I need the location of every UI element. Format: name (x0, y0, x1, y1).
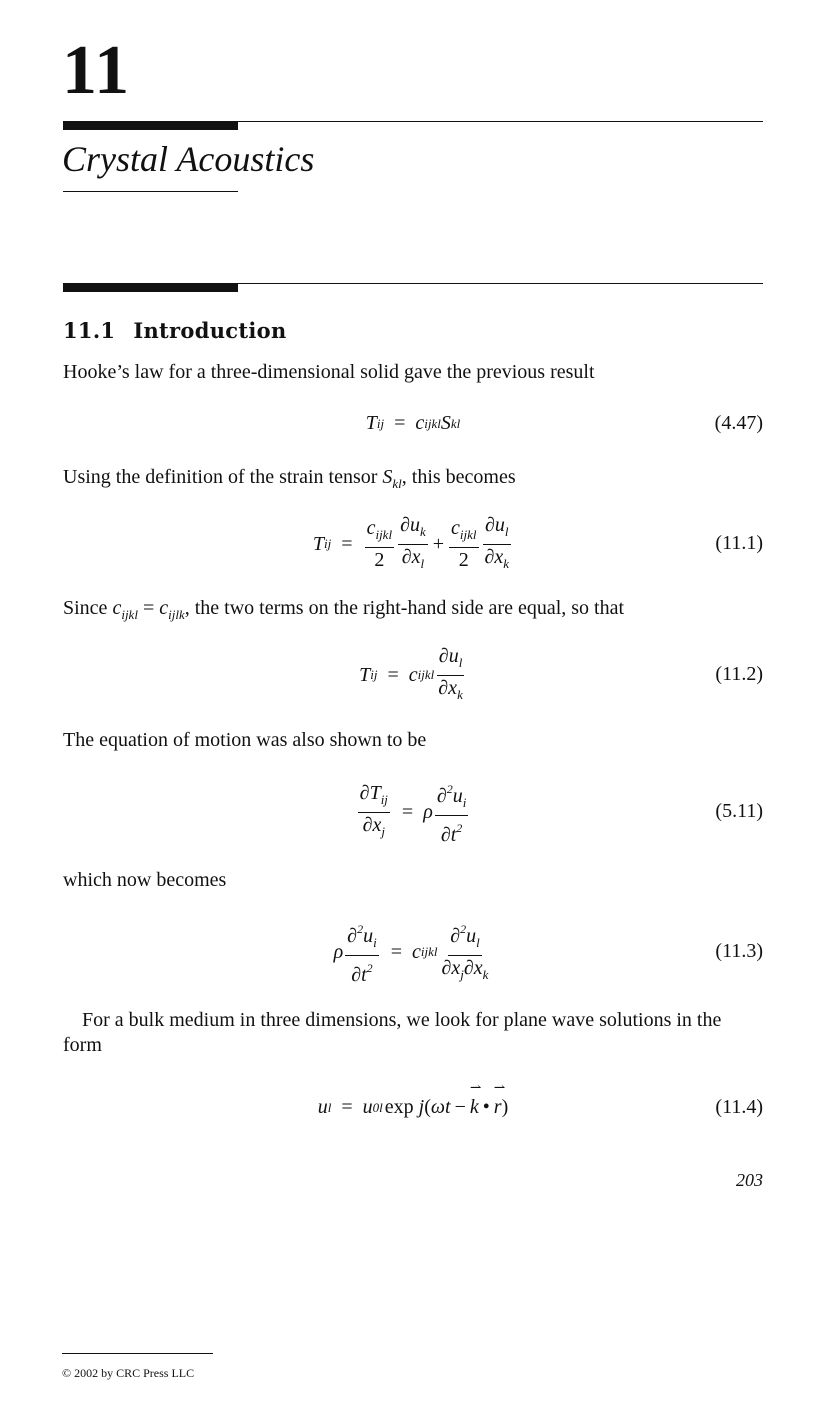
paragraph-1: Hooke’s law for a three-dimensional solid gave the previous result (63, 361, 595, 383)
chapter-title: Crystal Acoustics (62, 139, 315, 179)
equation-11-2: T ij = c ijkl $\frac{\partial u_l}{\partial x_k}$ (11.2) (359, 644, 763, 702)
chapter-rule-thin (238, 121, 763, 122)
paragraph-3: Since $c_{ijkl} = c_{ijlk}$, the two terms on the right-hand side are equal, so that (63, 597, 625, 622)
equation-tag: (4.47) (714, 412, 763, 434)
section-rule-thick (63, 283, 238, 292)
paragraph-2-text-end: , this becomes (401, 466, 516, 488)
equation-tag: (5.11) (715, 800, 763, 822)
title-underline (63, 191, 238, 192)
paragraph-4: The equation of motion was also shown to be (63, 729, 427, 751)
page-number: 203 (736, 1170, 763, 1190)
equation-tag: (11.3) (715, 940, 763, 962)
equation-5-11: $\frac{\partial T_{ij}}{\partial x_j}$ = ρ $\frac{\partial^2u_i}{\partial t^2}$ (5.11) (63, 784, 763, 840)
equation-11-1: T ij = $\frac{c_{ijkl}}{2}$ $\frac{\partial u_k}{\partial x_l}$ + $\frac{c_{ijkl}}{2}$ $\frac{\partial u_l}{\partial x_k}$ (11.1) (312, 513, 763, 571)
paragraph-2-var: S (382, 466, 393, 488)
paragraph-2-text: Using the definition of the strain tensor (63, 466, 383, 488)
paragraph-3-text: Since (63, 597, 113, 619)
copyright-footer: © 2002 by CRC Press LLC (62, 1366, 195, 1380)
section-rule-thin (238, 283, 763, 284)
paragraph-5: which now becomes (63, 869, 227, 891)
equation-11-3: ρ $\frac{\partial^2u_i}{\partial t^2}$ = c ijkl $\frac{\partial^2u_l}{\partial x_j\partial x_k}$ (11.3) (63, 924, 763, 980)
section-title: Introduction (133, 318, 287, 343)
chapter-rule-thick (63, 121, 238, 130)
chapter-number: 11 (62, 32, 131, 109)
paragraph-6: For a bulk medium in three dimensions, we look for plane wave solutions in the form (63, 1009, 722, 1056)
equation-tag: (11.2) (715, 663, 763, 685)
equation-tag: (11.1) (715, 532, 763, 554)
section-number: 11.1 (63, 318, 116, 343)
equation-tag: (11.4) (715, 1096, 763, 1118)
footer-rule (62, 1353, 213, 1354)
paragraph-2-sub: kl (392, 476, 402, 491)
section-heading (63, 318, 287, 343)
paragraph-3-text-end: , the two terms on the right-hand side are equal, so that (184, 597, 625, 619)
paragraph-2 (63, 465, 763, 496)
